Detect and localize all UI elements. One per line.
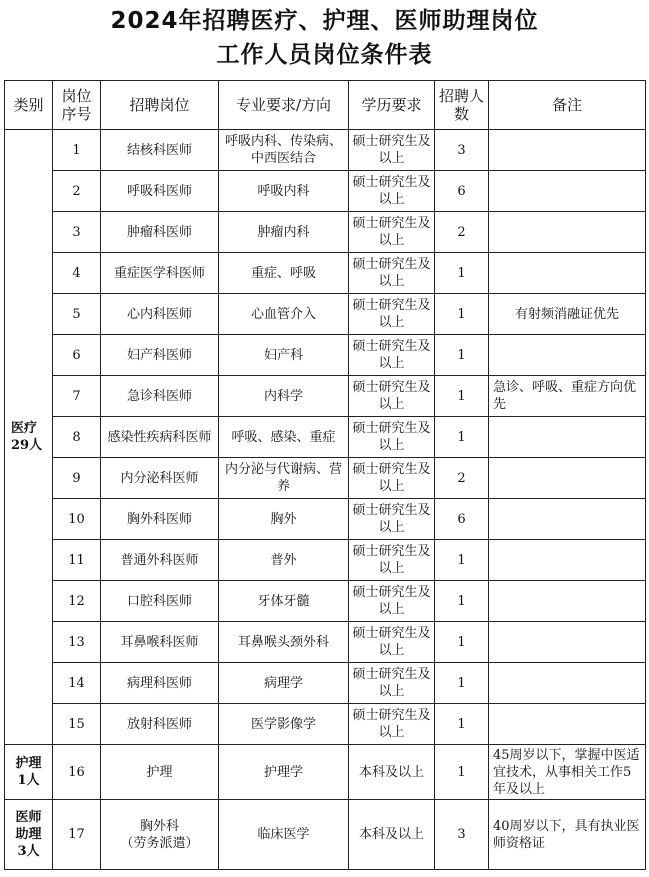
cell-count: 3 <box>435 130 489 171</box>
cell-remark <box>489 212 646 253</box>
table-row <box>5 253 646 294</box>
cell-major: 肿瘤内科 <box>219 212 349 253</box>
cell-seq: 8 <box>53 417 101 458</box>
cell-remark <box>489 581 646 622</box>
cell-position: 口腔科医师 <box>101 581 219 622</box>
table-row <box>5 417 646 458</box>
header-remark: 备注 <box>489 81 646 130</box>
cell-education: 硕士研究生及以上 <box>349 212 435 253</box>
table-row <box>5 622 646 663</box>
cell-remark: 45周岁以下，掌握中医适宜技术，从事相关工作5年及以上 <box>489 745 646 800</box>
cell-count: 1 <box>435 253 489 294</box>
cell-remark <box>489 540 646 581</box>
cell-remark: 有射频消融证优先 <box>489 294 646 335</box>
category-medical: 医疗 29人 <box>5 130 53 745</box>
cell-education: 本科及以上 <box>349 800 435 870</box>
cell-count: 1 <box>435 745 489 800</box>
cell-position: 肿瘤科医师 <box>101 212 219 253</box>
cell-major: 呼吸内科、传染病、中西医结合 <box>219 130 349 171</box>
cell-education: 本科及以上 <box>349 745 435 800</box>
category-assistant: 医师 助理 3人 <box>5 800 53 870</box>
cell-count: 6 <box>435 171 489 212</box>
cell-seq: 12 <box>53 581 101 622</box>
table-row <box>5 704 646 745</box>
cell-education: 硕士研究生及以上 <box>349 417 435 458</box>
cell-remark <box>489 253 646 294</box>
cell-major: 牙体牙髓 <box>219 581 349 622</box>
cell-remark: 急诊、呼吸、重症方向优先 <box>489 376 646 417</box>
cell-major: 医学影像学 <box>219 704 349 745</box>
positions-table <box>4 80 646 870</box>
cell-major: 普外 <box>219 540 349 581</box>
cell-position: 护理 <box>101 745 219 800</box>
cell-remark <box>489 622 646 663</box>
cell-seq: 15 <box>53 704 101 745</box>
table-row <box>5 130 646 171</box>
table-row <box>5 212 646 253</box>
header-row <box>5 81 646 130</box>
cell-education: 硕士研究生及以上 <box>349 540 435 581</box>
cell-position: 感染性疾病科医师 <box>101 417 219 458</box>
cell-seq: 17 <box>53 800 101 870</box>
cell-position: 病理科医师 <box>101 663 219 704</box>
cell-seq: 3 <box>53 212 101 253</box>
cell-position: 呼吸科医师 <box>101 171 219 212</box>
cell-remark <box>489 417 646 458</box>
cell-position: 急诊科医师 <box>101 376 219 417</box>
cell-position: 重症医学科医师 <box>101 253 219 294</box>
header-position: 招聘岗位 <box>101 81 219 130</box>
table-row <box>5 458 646 499</box>
cell-position: 胸外科 （劳务派遣） <box>101 800 219 870</box>
cell-seq: 2 <box>53 171 101 212</box>
cell-count: 2 <box>435 458 489 499</box>
cell-seq: 7 <box>53 376 101 417</box>
cell-remark: 40周岁以下，具有执业医师资格证 <box>489 800 646 870</box>
header-category: 类别 <box>5 81 53 130</box>
cell-count: 1 <box>435 376 489 417</box>
header-major: 专业要求/方向 <box>219 81 349 130</box>
cell-seq: 11 <box>53 540 101 581</box>
cell-count: 1 <box>435 540 489 581</box>
cell-count: 1 <box>435 335 489 376</box>
cell-seq: 13 <box>53 622 101 663</box>
cell-count: 1 <box>435 581 489 622</box>
cell-major: 重症、呼吸 <box>219 253 349 294</box>
cell-remark <box>489 458 646 499</box>
cell-seq: 5 <box>53 294 101 335</box>
cell-seq: 9 <box>53 458 101 499</box>
table-row <box>5 499 646 540</box>
cell-position: 胸外科医师 <box>101 499 219 540</box>
cell-education: 硕士研究生及以上 <box>349 171 435 212</box>
table-row <box>5 663 646 704</box>
cell-seq: 1 <box>53 130 101 171</box>
table-row <box>5 335 646 376</box>
cell-seq: 10 <box>53 499 101 540</box>
table-row <box>5 376 646 417</box>
cell-position: 妇产科医师 <box>101 335 219 376</box>
cell-education: 硕士研究生及以上 <box>349 130 435 171</box>
cell-education: 硕士研究生及以上 <box>349 458 435 499</box>
cell-remark <box>489 130 646 171</box>
cell-remark <box>489 704 646 745</box>
cell-count: 1 <box>435 417 489 458</box>
cell-major: 病理学 <box>219 663 349 704</box>
cell-seq: 16 <box>53 745 101 800</box>
cell-major: 呼吸内科 <box>219 171 349 212</box>
cell-major: 临床医学 <box>219 800 349 870</box>
header-seq: 岗位序号 <box>53 81 101 130</box>
table-row <box>5 540 646 581</box>
cell-education: 硕士研究生及以上 <box>349 335 435 376</box>
category-nursing: 护理 1人 <box>5 745 53 800</box>
cell-count: 1 <box>435 622 489 663</box>
cell-education: 硕士研究生及以上 <box>349 704 435 745</box>
cell-count: 6 <box>435 499 489 540</box>
cell-count: 1 <box>435 704 489 745</box>
cell-count: 1 <box>435 294 489 335</box>
cell-major: 护理学 <box>219 745 349 800</box>
cell-count: 2 <box>435 212 489 253</box>
cell-remark <box>489 663 646 704</box>
cell-major: 内分泌与代谢病、营养 <box>219 458 349 499</box>
cell-seq: 6 <box>53 335 101 376</box>
table-row <box>5 171 646 212</box>
cell-remark <box>489 499 646 540</box>
cell-seq: 14 <box>53 663 101 704</box>
cell-count: 1 <box>435 663 489 704</box>
cell-major: 心血管介入 <box>219 294 349 335</box>
cell-major: 胸外 <box>219 499 349 540</box>
cell-position: 放射科医师 <box>101 704 219 745</box>
table-row <box>5 581 646 622</box>
cell-remark <box>489 171 646 212</box>
cell-major: 呼吸、感染、重症 <box>219 417 349 458</box>
cell-position: 结核科医师 <box>101 130 219 171</box>
cell-position: 耳鼻喉科医师 <box>101 622 219 663</box>
cell-remark <box>489 335 646 376</box>
cell-major: 耳鼻喉头颈外科 <box>219 622 349 663</box>
table-row <box>5 800 646 870</box>
header-education: 学历要求 <box>349 81 435 130</box>
document-title-line2: 工作人员岗位条件表 <box>216 42 433 68</box>
cell-position: 普通外科医师 <box>101 540 219 581</box>
cell-education: 硕士研究生及以上 <box>349 294 435 335</box>
cell-education: 硕士研究生及以上 <box>349 499 435 540</box>
cell-education: 硕士研究生及以上 <box>349 376 435 417</box>
cell-education: 硕士研究生及以上 <box>349 622 435 663</box>
document-title-line1: 2024年招聘医疗、护理、医师助理岗位 <box>110 8 539 34</box>
cell-position: 心内科医师 <box>101 294 219 335</box>
cell-major: 妇产科 <box>219 335 349 376</box>
cell-count: 3 <box>435 800 489 870</box>
cell-position: 内分泌科医师 <box>101 458 219 499</box>
cell-education: 硕士研究生及以上 <box>349 581 435 622</box>
header-count: 招聘人数 <box>435 81 489 130</box>
cell-education: 硕士研究生及以上 <box>349 253 435 294</box>
table-row <box>5 294 646 335</box>
cell-major: 内科学 <box>219 376 349 417</box>
cell-education: 硕士研究生及以上 <box>349 663 435 704</box>
cell-seq: 4 <box>53 253 101 294</box>
table-row <box>5 745 646 800</box>
